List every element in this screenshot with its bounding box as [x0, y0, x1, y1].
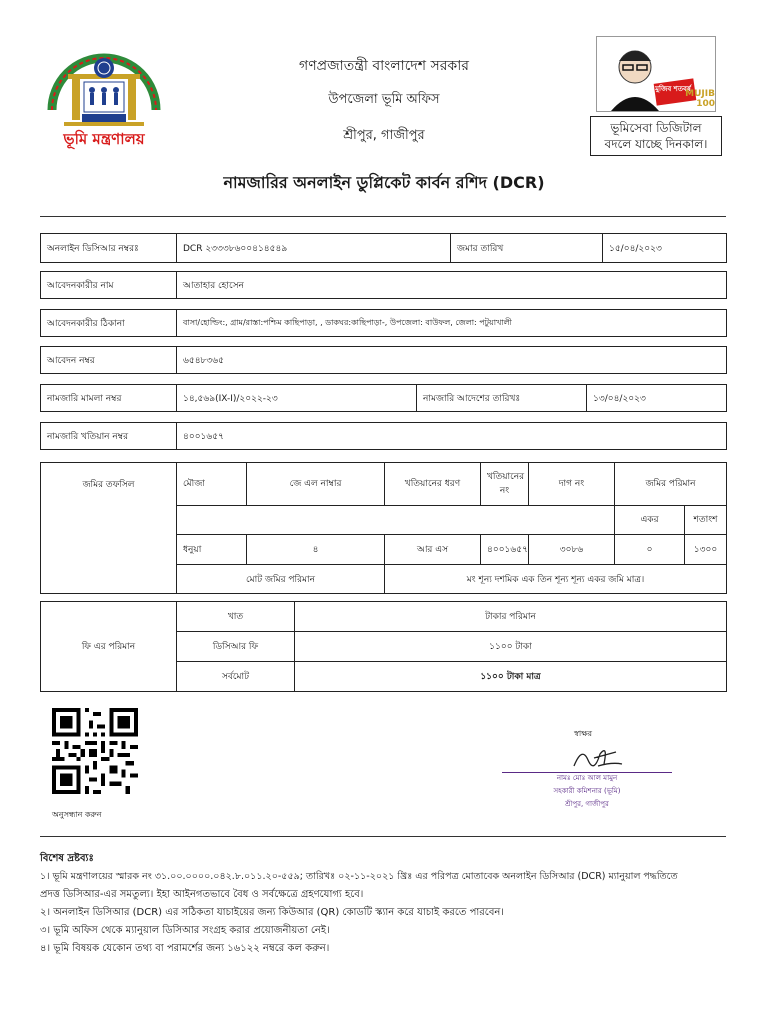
deposit-date-label: জমার তারিখ: [451, 234, 603, 263]
mujib-badge: মুজিব শতবর্ষ: [655, 85, 691, 93]
qr-caption: অনুসন্ধান করুন: [52, 810, 102, 819]
acre-header: একর: [615, 505, 685, 534]
application-no-value: ৬৫৪৮৩৬৫: [177, 347, 727, 374]
dcr-value: DCR ২৩৩৩৮৬০০৪১৪৫৪৯: [177, 234, 451, 263]
ministry-logo: [34, 40, 174, 150]
tagline-box: [590, 116, 722, 156]
tagline-line-2: বদলে যাচ্ছে দিনকাল।: [604, 137, 708, 151]
mujib-100-logo: MUJIB 100: [685, 89, 715, 109]
fee-total-value: ১১০০ টাকা মাত্র: [295, 662, 727, 692]
shotangsho-value: ১৩০০: [685, 534, 727, 565]
land-schedule-table: [40, 462, 727, 594]
qr-code-icon: [52, 708, 138, 794]
top-divider: [40, 216, 726, 217]
mouza-header: মৌজা: [177, 463, 247, 506]
khatian-no-row: [40, 422, 727, 450]
land-amount-header: জমির পরিমান: [615, 463, 727, 506]
fee-head-header: খাত: [177, 602, 295, 632]
total-land-label: মোট জমির পরিমান: [177, 565, 385, 594]
notes-section: [40, 850, 730, 958]
dcr-label: অনলাইন ডিসিআর নম্বরঃ: [41, 234, 177, 263]
acre-value: ০: [615, 534, 685, 565]
application-no-row: [40, 346, 727, 374]
applicant-address-value: বাসা/হোল্ডিং:, গ্রাম/রাস্তা:পশ্চিম কাছিপাড়া, , ডাকঘর:কাছিপাড়া-, উপজেলা: বাউফল, জেলা: পটুয়াখালী: [177, 310, 727, 337]
land-section-label: জমির তফসিল: [41, 463, 177, 594]
note-item: ২। অনলাইন ডিসিআর (DCR) এর সঠিকতা যাচাইয়ের জন্য কিউআর (QR) কোডটি স্ক্যান করে যাচাই করতে পারবেন।: [40, 907, 504, 918]
fee-total-label: সর্বমোট: [177, 662, 295, 692]
note-item: ৪। ভূমি বিষয়ক যেকোন তথ্য বা পরামর্শের জন্য ১৬১২২ নম্বরে কল করুন।: [40, 943, 330, 954]
khatian-no-value-cell: ৪০০১৬৫৭: [481, 534, 529, 565]
application-no-label: আবেদন নম্বর: [41, 347, 177, 374]
fees-table: [40, 601, 727, 692]
jl-no-header: জে এল নাম্বার: [247, 463, 385, 506]
khatian-no-header: [481, 463, 529, 506]
gov-line-3: শ্রীপুর, গাজীপুর: [343, 128, 425, 143]
dcr-fee-value: ১১০০ টাকা: [295, 632, 727, 662]
officer-office: শ্রীপুর, গাজীপুর: [565, 800, 609, 808]
qr-code[interactable]: [52, 708, 138, 794]
notes-heading: বিশেষ দ্রষ্টব্যঃ: [40, 853, 94, 864]
case-no-value: ১৪,৫৬৯(IX-I)/২০২২-২৩: [177, 385, 417, 412]
khatian-no-header-line-2: নং: [499, 485, 510, 496]
shotangsho-header: শতাংশ: [685, 505, 727, 534]
gov-line-2: উপজেলা ভূমি অফিস: [328, 92, 440, 107]
document-title: নামজারির অনলাইন ডুপ্লিকেট কার্বন রশিদ (DCR): [223, 173, 545, 192]
dag-no-value: ৩০৮৬: [529, 534, 615, 565]
khatian-no-value: ৪০০১৬৫৭: [177, 423, 727, 450]
mujib-portrait: [596, 36, 716, 112]
signature-label: স্বাক্ষর: [574, 729, 593, 738]
dag-no-header: দাগ নং: [529, 463, 615, 506]
note-item: ৩। ভূমি অফিস থেকে ম্যানুয়াল ডিসিআর সংগ্রহ করার প্রয়োজনীয়তা নেই।: [40, 925, 330, 936]
applicant-address-row: [40, 309, 727, 337]
order-date-label: নামজারি আদেশের তারিখঃ: [417, 385, 587, 412]
applicant-name-row: [40, 271, 727, 299]
applicant-address-label: আবেদনকারীর ঠিকানা: [41, 310, 177, 337]
dcr-row: [40, 233, 727, 263]
jl-no-value: ৪: [247, 534, 385, 565]
signature-mark: [568, 740, 628, 772]
ministry-name: ভূমি মন্ত্রণালয়: [63, 130, 145, 148]
blank-cell: [177, 505, 615, 534]
note-item: প্রদত্ত ডিসিআর-এর সমতুল্য। ইহা আইনগতভাবে বৈধ ও সর্বক্ষেত্রে গ্রহণযোগ্য হবে।: [40, 889, 364, 900]
total-land-value: মং শূন্য দশমিক এক তিন শূন্য শূন্য একর জমি মাত্র।: [385, 565, 727, 594]
dcr-fee-label: ডিসিআর ফি: [177, 632, 295, 662]
mouza-value: ধনুয়া: [177, 534, 247, 565]
fees-section-label: ফি এর পরিমান: [41, 602, 177, 692]
signature-icon: [568, 740, 628, 772]
khatian-type-value: আর এস: [385, 534, 481, 565]
note-item: ১। ভূমি মন্ত্রণালয়ের স্মারক নং ৩১.০০.০০০০.০৪২.৮.০১১.২০-৫৫৯; তারিখঃ ০২-১১-২০২১ খ্রিঃ এর পরিপত্র মোতাবেক অনলাইন ডিসিআর (DCR) ম্যানুয়াল পদ্ধতিতে: [40, 871, 678, 882]
case-no-row: [40, 384, 727, 412]
officer-name: নামঃ মোঃ আল মামুন: [556, 774, 618, 782]
khatian-no-header-line-1: খতিয়ানের: [487, 471, 525, 482]
khatian-no-label: নামজারি খতিয়ান নম্বর: [41, 423, 177, 450]
case-no-label: নামজারি মামলা নম্বর: [41, 385, 177, 412]
deposit-date-value: ১৫/০৪/২০২৩: [603, 234, 727, 263]
officer-designation: সহকারী কমিশনার (ভূমি): [553, 787, 621, 795]
bottom-divider: [40, 836, 726, 837]
fee-amount-header: টাকার পরিমান: [295, 602, 727, 632]
signature-block: [502, 772, 672, 811]
gov-line-1: গণপ্রজাতন্ত্রী বাংলাদেশ সরকার: [299, 58, 469, 74]
tagline-line-1: ভূমিসেবা ডিজিটাল: [610, 121, 702, 135]
order-date-value: ১৩/০৪/২০২৩: [587, 385, 727, 412]
khatian-type-header: খতিয়ানের ধরণ: [385, 463, 481, 506]
applicant-name-label: আবেদনকারীর নাম: [41, 272, 177, 299]
applicant-name-value: আতাহার হোসেন: [177, 272, 727, 299]
